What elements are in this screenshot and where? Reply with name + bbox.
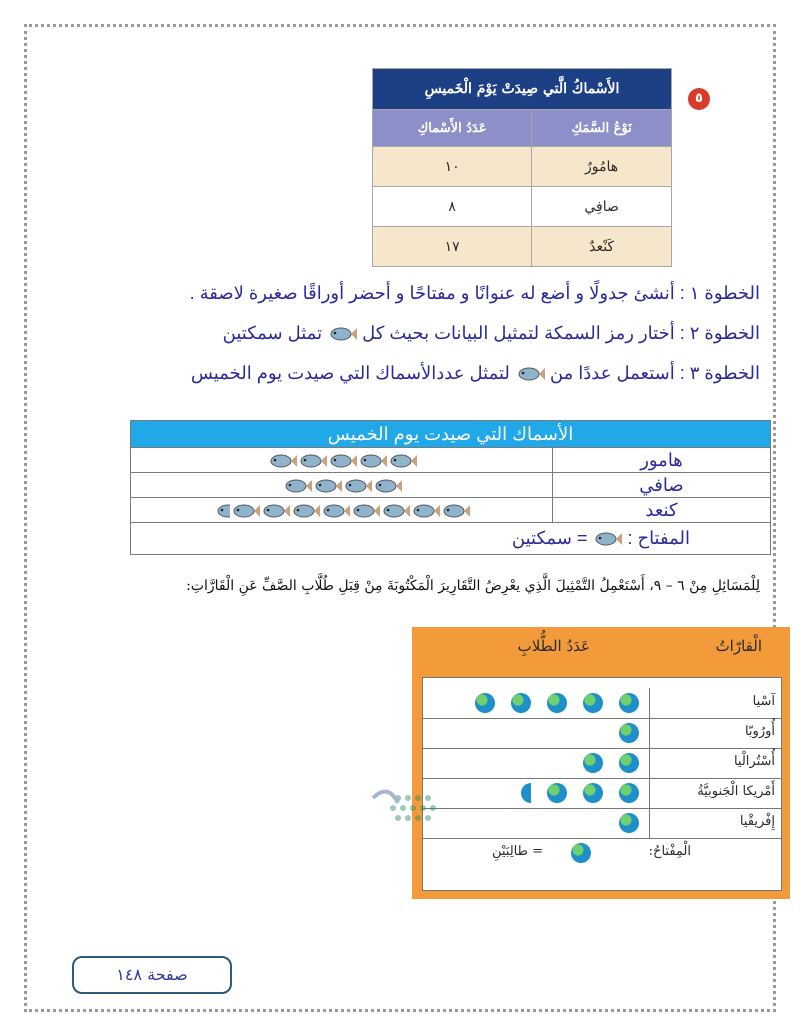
fish-icon xyxy=(320,500,350,520)
fish-data-table xyxy=(372,68,672,267)
fish-icon xyxy=(230,500,260,520)
pictograph-row-label: كنعد xyxy=(553,498,771,523)
pictograph-key-value: = سمكتين xyxy=(511,528,588,548)
pictograph-key-label: المفتاح : xyxy=(627,528,690,548)
table-row xyxy=(373,187,672,227)
step-3-text-b: لتمثل عددالأسماك التي صيدت يوم الخميس xyxy=(190,363,510,383)
step-3-text-a: الخطوة ٣ : أستعمل عددًا من xyxy=(549,363,760,383)
table-row xyxy=(373,227,672,267)
globe-icon xyxy=(619,693,639,713)
table-row xyxy=(131,448,771,473)
globe-icon xyxy=(619,723,639,743)
fish-pictograph xyxy=(130,420,771,555)
globe-icon xyxy=(619,783,639,803)
watermark-logo xyxy=(368,778,462,858)
pictograph-key xyxy=(131,523,771,555)
globe-icon xyxy=(619,813,639,833)
problem-number-badge: ٥ xyxy=(688,88,710,110)
globe-icon xyxy=(475,693,495,713)
students-column-header: عَدَدُ الطُّلابِ xyxy=(517,637,590,655)
globe-icon xyxy=(571,843,591,863)
fish-count-header: عَدَدُ الأَسْماكِ xyxy=(373,110,532,147)
pictograph-fish-icons xyxy=(131,498,553,523)
step-2-text-a: الخطوة ٢ : أختار رمز السمكة لتمثيل البيانات بحيث كل xyxy=(362,323,760,343)
fish-icon xyxy=(380,500,410,520)
table-row xyxy=(423,778,781,809)
globe-icon xyxy=(583,783,603,803)
fish-count-cell: ١٧ xyxy=(373,227,532,267)
fish-icon xyxy=(267,450,297,470)
page-number: صفحة ١٤٨ xyxy=(72,956,232,994)
continent-label: أَمْريكا الْجَنوبيَّةُ xyxy=(697,784,775,799)
table-row xyxy=(423,718,781,749)
globe-icon xyxy=(583,693,603,713)
step-1: الخطوة ١ : أنشئ جدولًا و أضع له عنوانًا و مفتاحًا و أحضر أوراقًا صغيرة لاصقة . xyxy=(189,283,760,303)
continents-header xyxy=(412,627,790,667)
fish-icon xyxy=(260,500,290,520)
globe-icon xyxy=(547,783,567,803)
table-row xyxy=(131,473,771,498)
globe-icon xyxy=(583,753,603,773)
globe-icon xyxy=(619,753,639,773)
fish-icon xyxy=(342,475,372,495)
pictograph-key-row xyxy=(131,523,771,555)
fish-icon xyxy=(440,500,470,520)
pictograph-fish-icons xyxy=(131,448,553,473)
fish-type-cell: كَنْعدٌ xyxy=(532,227,672,267)
continents-pictograph xyxy=(412,627,790,899)
step-3 xyxy=(191,363,760,384)
fish-type-cell: صافِي xyxy=(532,187,672,227)
table-row xyxy=(423,748,781,779)
step-2 xyxy=(223,323,760,344)
continent-label: أُورُوبّا xyxy=(744,724,775,739)
continents-key-value: = طالِبَيْنِ xyxy=(491,844,543,859)
continents-table-body xyxy=(422,677,782,891)
table-row xyxy=(131,498,771,523)
fish-icon xyxy=(410,500,440,520)
half-fish-icon xyxy=(214,500,230,520)
pictograph-row-label: هامور xyxy=(553,448,771,473)
table-row xyxy=(423,688,781,719)
pictograph-row-label: صافي xyxy=(553,473,771,498)
fish-icon xyxy=(372,475,402,495)
fish-icon xyxy=(297,450,327,470)
continent-label: إِفْريقْيا xyxy=(739,814,775,829)
globe-icon xyxy=(511,693,531,713)
fish-icon xyxy=(327,325,357,343)
fish-type-header: نَوْعُ السَّمَكِ xyxy=(532,110,672,147)
table-row xyxy=(423,808,781,839)
fish-icon xyxy=(387,450,417,470)
globe-icon xyxy=(547,693,567,713)
fish-count-cell: ٨ xyxy=(373,187,532,227)
continent-label: أُسْتُرالْيا xyxy=(733,754,775,769)
fish-icon xyxy=(327,450,357,470)
fish-count-cell: ١٠ xyxy=(373,147,532,187)
fish-icon xyxy=(312,475,342,495)
fish-icon xyxy=(290,500,320,520)
fish-type-cell: هامُورٌ xyxy=(532,147,672,187)
pictograph-title: الأسماك التي صيدت يوم الخميس xyxy=(131,421,771,448)
fish-icon xyxy=(357,450,387,470)
fish-icon xyxy=(592,530,622,548)
half-globe-icon xyxy=(521,783,531,803)
fish-icon xyxy=(350,500,380,520)
fish-icon xyxy=(515,365,545,383)
problems-instruction: لِلْمَسَائِلِ مِنْ ٦ – ٩، أَسْتَعْمِلُ التَّمْثِيلَ الَّذِي يعْرِضُ التَّقَارِيرَ الْمَكْتُوبَةَ مِنْ قِبَلِ طُلَّابِ الصَّفِّ عَنِ الْقَارَّاتِ: xyxy=(186,578,760,594)
table-row xyxy=(373,147,672,187)
fish-icon xyxy=(282,475,312,495)
continents-key-row xyxy=(423,838,781,868)
step-2-text-b: تمثل سمكتين xyxy=(222,323,323,343)
continents-column-header: الْقارّاتُ xyxy=(715,637,762,655)
continents-key-label: الْمِفْتاحُ: xyxy=(648,844,691,859)
continent-label: آسْيا xyxy=(752,694,775,709)
fish-table-title: الأَسْماكُ الَّتي صِيدَتْ يَوْمَ الْخَميسِ xyxy=(373,69,672,110)
pictograph-fish-icons xyxy=(131,473,553,498)
